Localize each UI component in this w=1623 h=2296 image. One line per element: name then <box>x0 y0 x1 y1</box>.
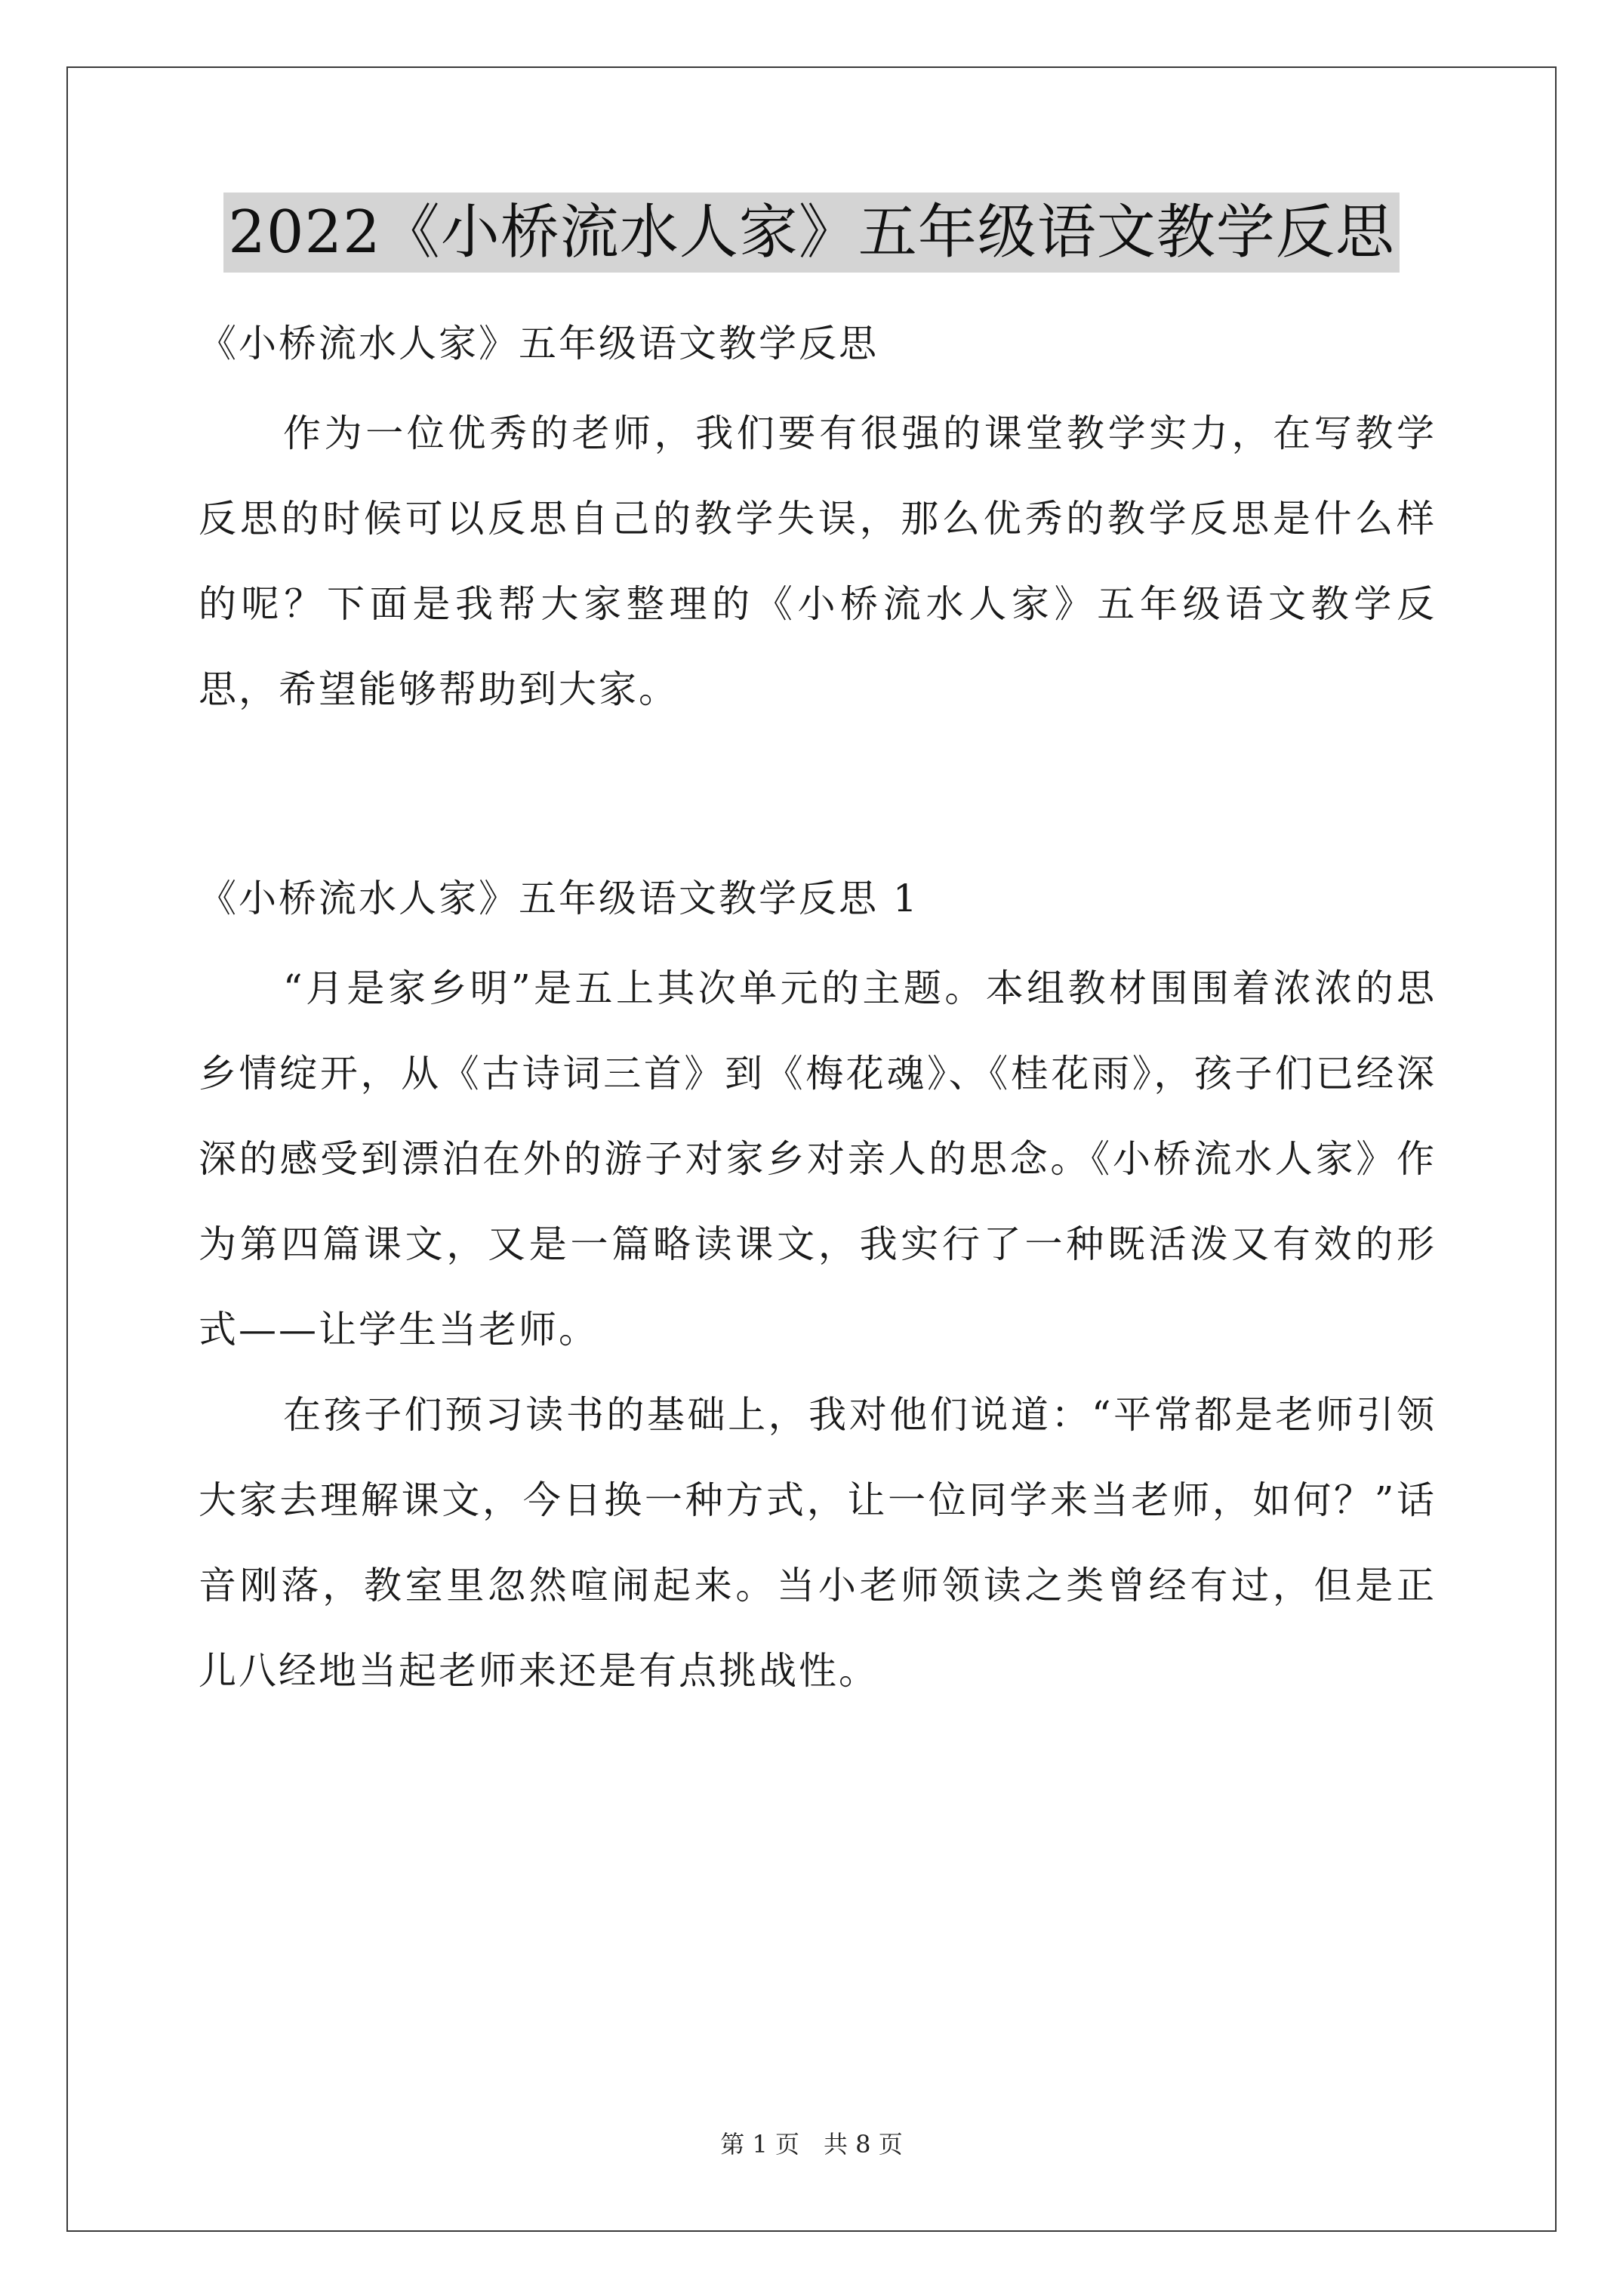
title-container <box>0 193 1623 273</box>
section-heading: 《小桥流水人家》五年级语文教学反思 1 <box>199 877 919 920</box>
subtitle: 《小桥流水人家》五年级语文教学反思 <box>199 322 879 365</box>
page-footer: 第 1 页 共 8 页 <box>720 2130 903 2159</box>
body-paragraph-2: 在孩子们预习读书的基础上，我对他们说道：“平常都是老师引领大家去理解课文，今日换一种方式，让一位同学来当老师，如何？”话音刚落，教室里忽然喧闹起来。当小老师领读之类曾经有过，但是正儿八经地当起老师来还是有点挑战性。 <box>199 1393 1437 1693</box>
intro-paragraph: 作为一位优秀的老师，我们要有很强的课堂教学实力，在写教学反思的时候可以反思自己的教学失误，那么优秀的教学反思是什么样的呢？下面是我帮大家整理的《小桥流水人家》五年级语文教学反思，希望能够帮助到大家。 <box>199 411 1437 711</box>
document-body <box>199 302 1437 1714</box>
document-title: 2022《小桥流水人家》五年级语文教学反思 <box>223 193 1400 273</box>
body-paragraph-1: “月是家乡明”是五上其次单元的主题。本组教材围围着浓浓的思乡情绽开，从《古诗词三首》到《梅花魂》、《桂花雨》，孩子们已经深深的感受到漂泊在外的游子对家乡对亲人的思念。《小桥流水人家》作为第四篇课文，又是一篇略读课文，我实行了一种既活泼又有效的形式——让学生当老师。 <box>199 966 1437 1351</box>
